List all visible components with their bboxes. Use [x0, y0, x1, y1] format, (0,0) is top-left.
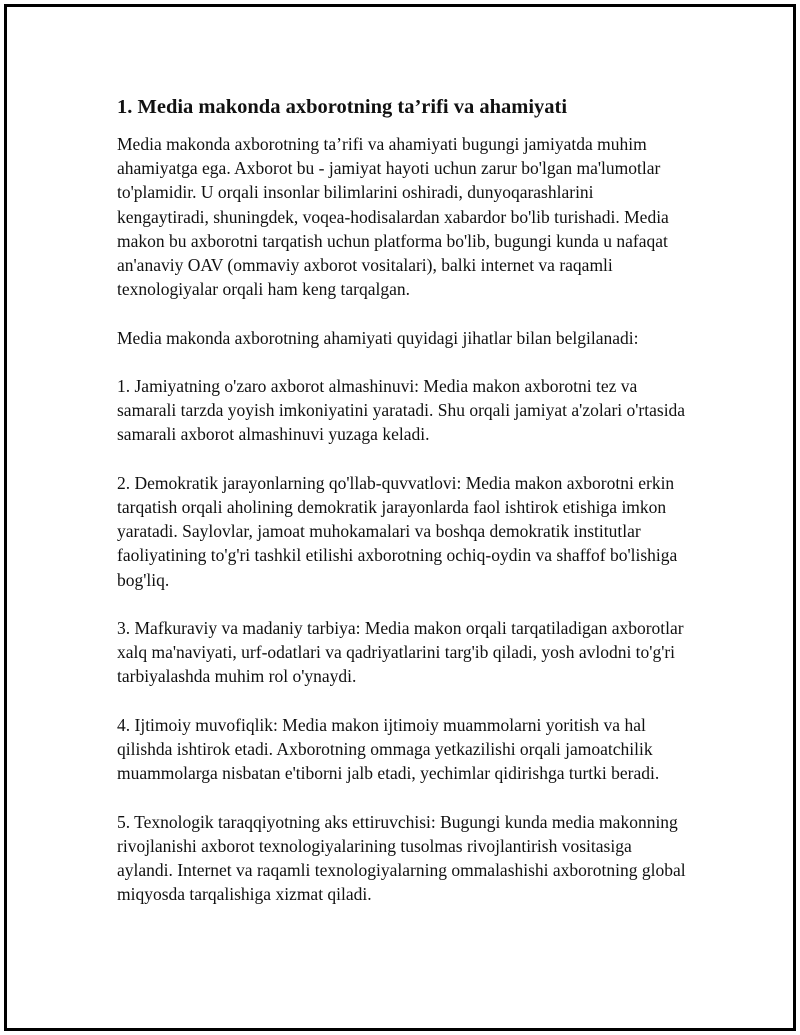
list-item-5: 5. Texnologik taraqqiyotning aks ettiruvchisi: Bugungi kunda media makonning rivojlanishi axborot texnologiyalarining tusolmas rivojlantirish vositasiga aylandi. Internet va raqamli texnologiyalarning ommalashishi axborotning global miqyosda tarqalishiga xizmat qiladi.	[117, 811, 686, 905]
list-item-3: 3. Mafkuraviy va madaniy tarbiya: Media makon orqali tarqatiladigan axborotlar xalq ma'naviyati, urf-odatlari va qadriyatlarini targ'ib qiladi, yosh avlodni to'g'ri tarbiyalashda muhim rol o'ynaydi.	[117, 618, 684, 687]
paragraph-intro: Media makonda axborotning ta’rifi va ahamiyati bugungi jamiyatda muhim ahamiyatga ega. Axborot bu - jamiyat hayoti uchun zarur bo'lgan ma'lumotlar to'plamidir. U orqali insonlar bilimlarini oshiradi, dunyoqarashlarini kengaytiradi, shuningdek, voqea-hodisalardan xabardor bo'lib turishadi. Media makon bu axborotni tarqatish uchun platforma bo'lib, bugungi kunda u nafaqat an'anaviy OAV (ommaviy axborot vositalari), balki internet va raqamli texnologiyalar orqali ham keng tarqalgan.	[117, 134, 669, 300]
document-body	[117, 94, 689, 931]
document-title: 1. Media makonda axborotning ta’rifi va ahamiyati	[117, 96, 568, 118]
list-item-2: 2. Demokratik jarayonlarning qo'llab-quvvatlovi: Media makon axborotni erkin tarqatish orqali aholining demokratik jarayonlarda faol ishtirok etishiga imkon yaratadi. Saylovlar, jamoat muhokamalari va boshqa demokratik institutlar faoliyatining to'g'ri tashkil etilishi axborotning ochiq-oydin va shaffof bo'lishiga bog'liq.	[117, 472, 678, 590]
list-item-1: 1. Jamiyatning o'zaro axborot almashinuvi: Media makon axborotni tez va samarali tarzda yoyish imkoniyatini yaratadi. Shu orqali jamiyat a'zolari o'rtasida samarali axborot almashinuvi yuzaga keladi.	[117, 376, 686, 445]
paragraph-lead-in: Media makonda axborotning ahamiyati quyidagi jihatlar bilan belgilanadi:	[117, 327, 639, 348]
list-item-4: 4. Ijtimoiy muvofiqlik: Media makon ijtimoiy muammolarni yoritish va hal qilishda ishtirok etadi. Axborotning ommaga yetkazilishi orqali jamoatchilik muammolarga nisbatan e'tiborni jalb etadi, yechimlar qidirishga turtki beradi.	[117, 714, 660, 784]
